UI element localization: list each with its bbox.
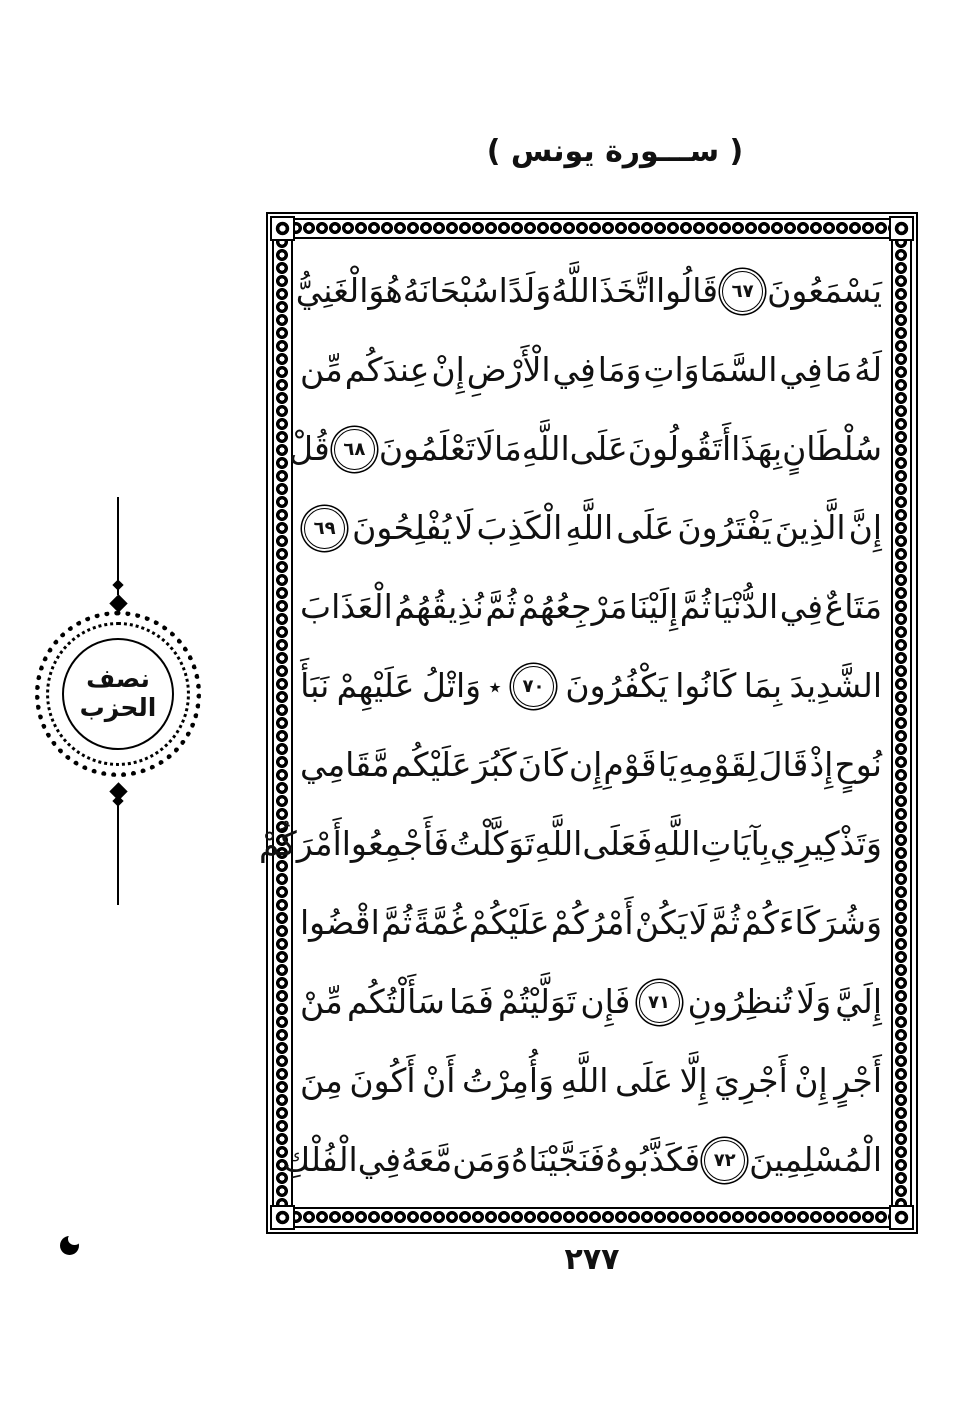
quran-word: فَأَجْمِعُوا [341, 824, 450, 864]
quran-word: إِلَيْنَا [629, 587, 679, 627]
ayah-number-marker: ٦٩ [304, 508, 345, 549]
ornament-finial [109, 594, 127, 612]
quran-word: يَا [657, 745, 678, 785]
quran-word: الْفُلْكِ [283, 1140, 358, 1180]
quran-word: إِنَّ [848, 508, 882, 548]
frame-corner-ornament [889, 1205, 914, 1230]
hizb-label-line1: نصف [86, 664, 150, 694]
quran-word: عَلَيْكُمْ [468, 903, 550, 943]
quran-word: بِمَا [743, 666, 783, 706]
quran-word: مِّن [300, 350, 343, 390]
frame-chain-band-bottom [272, 1207, 912, 1228]
quran-word: الْمُسْلِمِينَ [749, 1140, 882, 1180]
quran-word: تَعْلَمُونَ [378, 429, 476, 469]
quran-word: اتَّخَذَ [599, 271, 656, 311]
quran-word: مَرْجِعُهُمْ [518, 587, 628, 627]
quran-word: عَلَى [616, 508, 675, 548]
ayah-number-marker: ٧٠ [513, 666, 554, 707]
quran-word: يَكْفُرُونَ [565, 666, 668, 706]
quran-word: اللَّهِ [534, 824, 583, 864]
quran-word: قَالَ [758, 745, 809, 785]
quran-word: سُلْطَانٍ [782, 429, 882, 469]
quran-word: إِلَيَّ [835, 982, 882, 1022]
quran-word: غُمَّةً [413, 903, 468, 943]
quran-word: يَسْمَعُونَ [767, 271, 882, 311]
quran-word: الَّذِينَ [774, 508, 846, 548]
quran-line [300, 568, 882, 647]
frame-corner-ornament [889, 216, 914, 241]
quran-word: وَلَا [796, 982, 832, 1022]
quran-line [295, 252, 882, 331]
ayah-number-marker: ٧٢ [704, 1140, 745, 1181]
quran-word: اللَّهِ [521, 429, 570, 469]
frame-chain-band-top [272, 218, 912, 239]
quran-word: الْكَذِبَ [476, 508, 563, 548]
quran-word: وَشُرَكَاءَكُمْ [741, 903, 882, 943]
quran-word: مَا [494, 429, 522, 469]
quran-word: لَا [475, 429, 495, 469]
ornament-finial [112, 579, 123, 590]
quran-word: وَلَدًا [498, 271, 552, 311]
quran-word: فِي [779, 350, 823, 390]
quran-word: فِي [357, 1140, 401, 1180]
quran-word: الْأَرْضِ [466, 350, 551, 390]
quran-word: نُوحٍ [834, 745, 882, 785]
quran-word: يَكُنْ [634, 903, 688, 943]
quran-word: اللَّهِ [565, 508, 614, 548]
quran-word: عَلَيْكُم [390, 745, 472, 785]
quran-word: أَجْرٍ [834, 1061, 882, 1101]
quran-word: بِهَذَا [731, 429, 783, 469]
quran-word: تُنظِرُونِ [687, 982, 793, 1022]
frame-corner-ornament [270, 216, 295, 241]
quran-word: فِي [779, 587, 824, 627]
quran-line [300, 1042, 882, 1121]
hizb-ornament [28, 497, 208, 905]
quran-word: فَكَذَّبُوهُ [605, 1140, 701, 1180]
quran-word: لَا [454, 508, 474, 548]
quran-line [300, 726, 882, 805]
quran-word: ثُمَّ [485, 587, 517, 627]
quran-word: تَوَلَّيْتُمْ [498, 982, 577, 1022]
quran-word: فَمَا [448, 982, 494, 1022]
quran-word: عَلَى [569, 429, 628, 469]
quran-word: الْغَنِيُّ [295, 271, 369, 311]
quran-word: أَتَقُولُونَ [627, 429, 732, 469]
quran-word: أَمْرُكُمْ [550, 903, 634, 943]
quran-word: ثُمَّ [708, 903, 740, 943]
quran-word: فَعَلَى [582, 824, 653, 864]
quran-word: بِآيَاتِ [700, 824, 770, 864]
quran-word: سُبْحَانَهُ [402, 271, 499, 311]
quran-word: الشَّدِيدَ [789, 666, 882, 706]
quran-word: ثُمَّ [381, 903, 413, 943]
quran-word: مِنَ [300, 1061, 343, 1101]
quran-line [300, 489, 882, 568]
quran-word: فَإِن [580, 982, 631, 1022]
quran-word: يُفْلِحُونَ [352, 508, 452, 548]
quran-word: سَأَلْتُكُم [346, 982, 445, 1022]
quran-word: وَاتْلُ [421, 666, 482, 706]
quran-word: نَبَأَ [300, 666, 330, 706]
ayah-number-marker: ٧١ [639, 982, 680, 1023]
quran-word: ثُمَّ [679, 587, 711, 627]
quran-word: السَّمَاوَاتِ [643, 350, 778, 390]
quran-word: هُوَ [368, 271, 403, 311]
frame-corner-ornament [270, 1205, 295, 1230]
quran-word: مَا [824, 350, 853, 390]
quran-word: مَتَاعٌ [824, 587, 882, 627]
quran-word: اللَّهُ [551, 271, 599, 311]
quran-line [300, 963, 882, 1042]
quran-line [259, 805, 882, 884]
quran-word: وَمَا [597, 350, 642, 390]
quran-word: أَجْرِيَ [714, 1061, 788, 1101]
hizb-medallion-label [62, 638, 174, 750]
quran-word: إِنْ [431, 350, 465, 390]
quran-word: تَوَكَّلْتُ [449, 824, 535, 864]
quran-word: كَبُرَ [472, 745, 517, 785]
quran-word: إِن [568, 745, 603, 785]
quran-word: الدُّنْيَا [712, 587, 779, 627]
quran-word: مِّنْ [300, 982, 343, 1022]
quran-word: قُلْ [289, 429, 330, 469]
quran-line [283, 1121, 882, 1200]
quran-word: عَلَى [614, 1061, 674, 1101]
quran-word: مَّعَهُ [401, 1140, 453, 1180]
quran-word: لَهُ [854, 350, 882, 390]
quran-word: اللَّهِ [652, 824, 701, 864]
quran-word: اقْضُوا [300, 903, 380, 943]
quran-word: اللَّهِ [560, 1061, 609, 1101]
ayah-number-marker: ٦٧ [722, 271, 763, 312]
hizb-medallion [35, 611, 201, 777]
quran-word: عَلَيْهِمْ [336, 666, 415, 706]
quran-word: كَانُوا [675, 666, 737, 706]
hizb-label-line2: الحزب [79, 693, 157, 722]
quran-word: وَتَذْكِيرِي [769, 824, 882, 864]
quran-text-block [259, 252, 882, 1200]
quran-word: يَفْتَرُونَ [677, 508, 772, 548]
surah-title-header: ( ســـورة يونس ) [486, 134, 744, 169]
ayah-number-marker: ٦٨ [334, 429, 375, 470]
quran-word: إِذْ [809, 745, 834, 785]
quran-word: وَأُمِرْتُ [461, 1061, 555, 1101]
quran-word: عِندَكُم [344, 350, 430, 390]
quran-word: نُذِيقُهُمُ [394, 587, 484, 627]
quran-word: مَّقَامِي [300, 745, 390, 785]
quran-word: قَوْمِ [603, 745, 657, 785]
quran-word: لَا [688, 903, 708, 943]
frame-chain-band-right [891, 218, 912, 1228]
quran-line [300, 331, 882, 410]
quran-word: أَنْ [422, 1061, 456, 1101]
page-number: ٢٧٧ [564, 1242, 620, 1277]
ornament-stem-bottom [117, 805, 119, 905]
quran-word: كَانَ [517, 745, 568, 785]
quran-word: وَمَن [452, 1140, 512, 1180]
hizb-star-icon: ٭ [488, 672, 502, 701]
quran-word: الْعَذَابَ [300, 587, 393, 627]
quran-line [289, 410, 882, 489]
quran-line [300, 884, 882, 963]
quran-word: قَالُوا [655, 271, 719, 311]
quran-word: فِي [552, 350, 596, 390]
quran-word: أَكُونَ [349, 1061, 416, 1101]
quran-line [300, 647, 882, 726]
crescent-print-mark-icon [60, 1236, 79, 1255]
quran-word: أَمْرَكُمْ [259, 824, 342, 864]
quran-word: لِقَوْمِهِ [678, 745, 758, 785]
frame-chain-band-left [272, 218, 293, 1228]
quran-word: فَنَجَّيْنَاهُ [511, 1140, 606, 1180]
quran-word: إِنْ [794, 1061, 828, 1101]
quran-word: إِلَّا [679, 1061, 708, 1101]
